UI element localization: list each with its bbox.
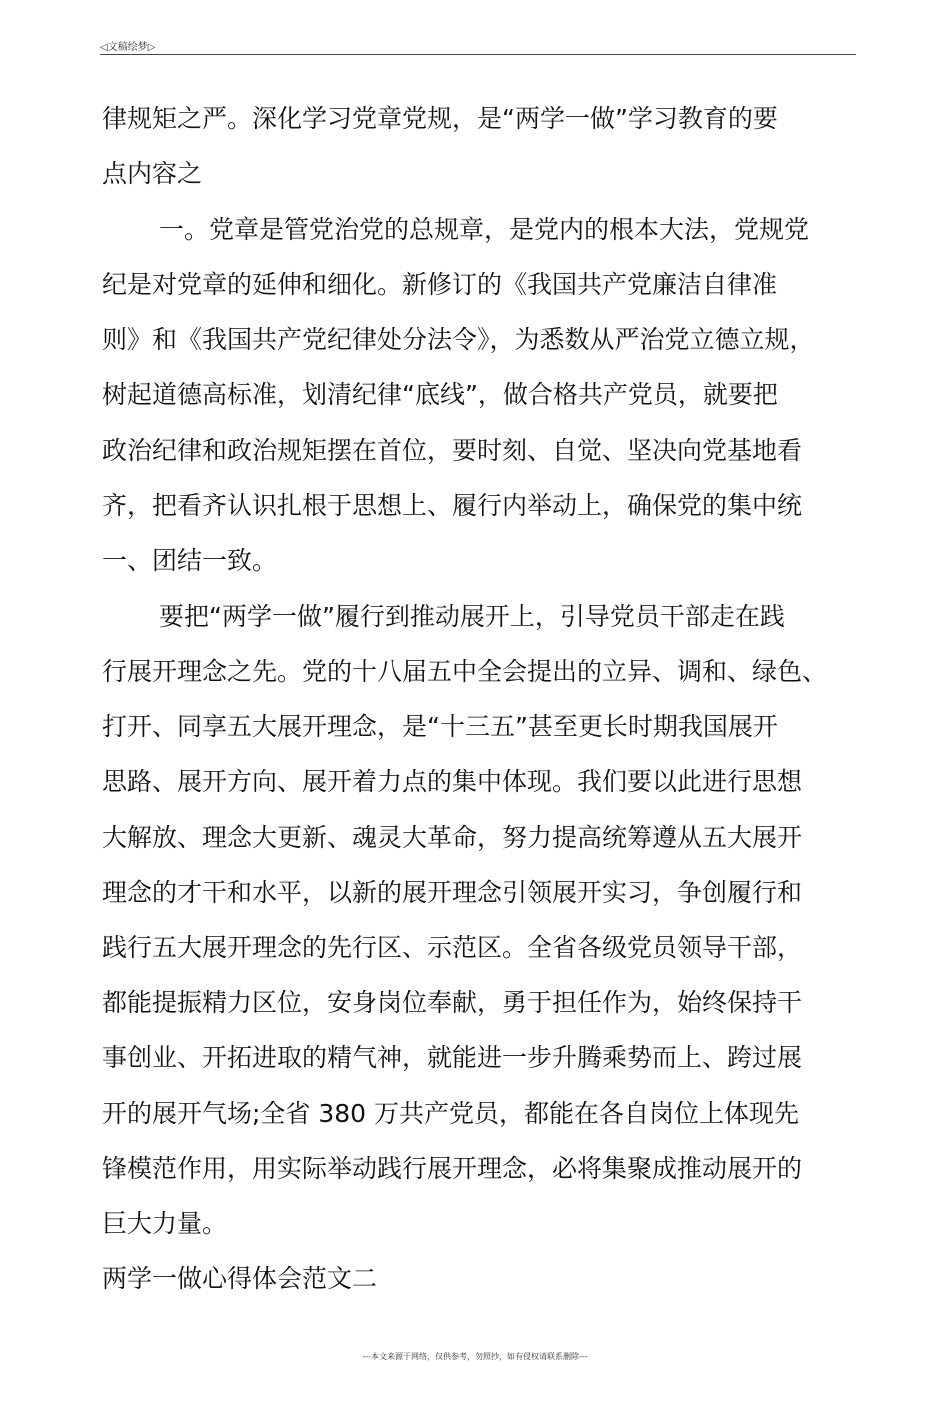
text-line: 树起道德高标准，划清纪律“底线”，做合格共产党员，就要把 (102, 380, 778, 409)
text-line: 行展开理念之先。党的十八届五中全会提出的立异、调和、绿色、 (102, 657, 828, 686)
section-title: 两学一做心得体会范文二 (102, 1264, 378, 1293)
text-line: 点内容之 (102, 159, 203, 188)
text-line: 思路、展开方向、展开着力点的集中体现。我们要以此进行思想 (102, 767, 803, 796)
text-line: 锋模范作用，用实际举动践行展开理念，必将集聚成推动展开的 (102, 1154, 803, 1183)
text-line: 打开、同享五大展开理念，是“十三五”甚至更长时期我国展开 (102, 712, 778, 741)
text-line: 纪是对党章的延伸和细化。新修订的《我国共产党廉洁自律准 (102, 270, 778, 299)
text-line: 政治纪律和政治规矩摆在首位，要时刻、自觉、坚决向党基地看 (102, 436, 803, 465)
text-line: 开的展开气场;全省 380 万共产党员，都能在各自岗位上体现先 (102, 1099, 800, 1128)
text-line: 事创业、开拓进取的精气神，就能进一步升腾乘势而上、跨过展 (102, 1043, 803, 1072)
text-line: 则》和《我国共产党纪律处分法令》，为悉数从严治党立德立规， (102, 325, 815, 354)
text-line: 践行五大展开理念的先行区、示范区。全省各级党员领导干部， (102, 933, 803, 962)
text-line: 都能提振精力区位，安身岗位奉献，勇于担任作为，始终保持干 (102, 988, 803, 1017)
text-line: 要把“两学一做”履行到推动展开上，引导党员干部走在践 (159, 602, 785, 631)
text-line: 一、团结一致。 (102, 546, 278, 575)
text-line: 大解放、理念大更新、魂灵大革命，努力提高统筹遵从五大展开 (102, 823, 803, 852)
text-line: 巨大力量。 (102, 1209, 228, 1238)
page-footer-text: ---本文来源于网络，仅供参考，勿照抄，如有侵权请联系删除--- (362, 1352, 588, 1361)
text-line: 齐，把看齐认识扎根于思想上、履行内举动上，确保党的集中统 (102, 491, 803, 520)
text-line: 律规矩之严。深化学习党章党规，是“两学一做”学习教育的要 (102, 104, 778, 133)
page-header-text: ◁文稿绘梦▷ (100, 42, 156, 53)
header-divider (100, 54, 856, 55)
text-line: 一。党章是管党治党的总规章，是党内的根本大法，党规党 (159, 215, 810, 244)
text-line: 理念的才干和水平，以新的展开理念引领展开实习，争创履行和 (102, 878, 803, 907)
